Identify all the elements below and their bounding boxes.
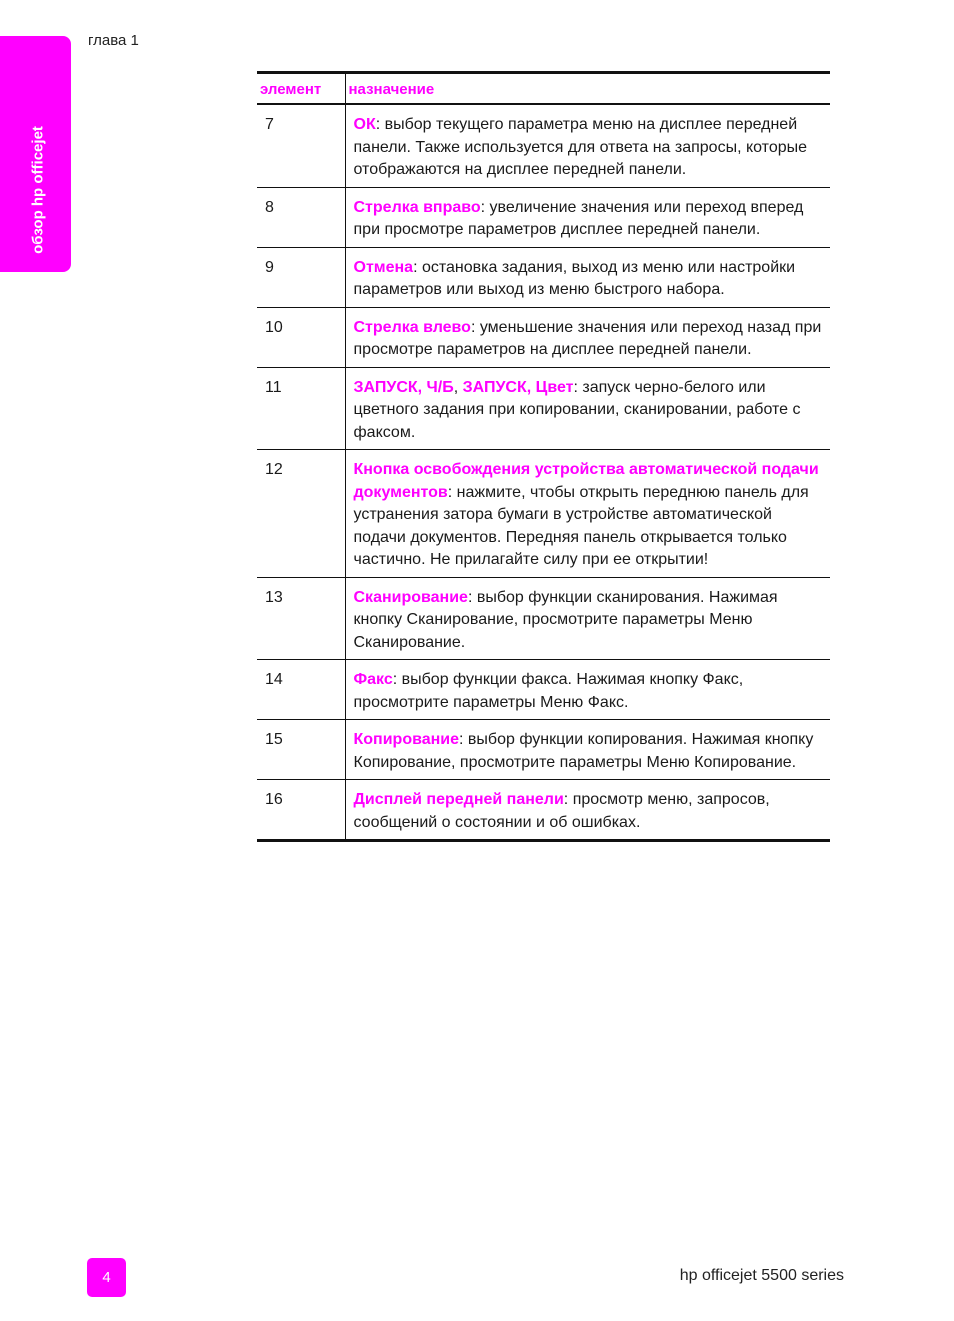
element-number: 8 [257,187,345,247]
element-number: 14 [257,660,345,720]
description-text: : нажмите, чтобы открыть переднюю панель для устранения затора бумаги в устройстве автоматической подачи документов. Передняя панель открывается только частично. Не прилагайте силу при ее открытии! [353,483,809,568]
element-name: Дисплей передней панели [353,791,564,808]
description-text: : выбор функции сканирования. Нажимая кнопку Сканирование, просмотрите параметры Меню Сканирование. [353,588,778,651]
table-header-row [257,73,830,105]
table-row [257,367,830,450]
description-text: , [453,378,463,396]
element-name: Факс [353,671,393,688]
element-name: Отмена [353,258,414,276]
element-number: 15 [257,720,345,780]
element-number: 9 [257,247,345,307]
element-number: 13 [257,577,345,660]
element-number: 7 [257,104,345,187]
description-text: : просмотр меню, запросов, сообщений о состоянии и об ошибках. [353,791,770,831]
chapter-side-tab [0,36,71,272]
element-name: Стрелка влево [353,318,471,336]
controls-table [257,71,830,842]
element-description [345,720,830,780]
element-number: 11 [257,367,345,450]
element-name: ОК [353,116,376,133]
description-text: : выбор текущего параметра меню на дисплее передней панели. Также используется для ответа на запросы, которые отображаются на дисплее передней панели. [353,116,808,178]
element-description [345,780,830,841]
element-description [345,307,830,367]
table-row [257,247,830,307]
element-description [345,367,830,450]
element-name: Сканирование [353,588,468,606]
footer-product-title: hp officejet 5500 series [679,1267,844,1284]
table-row [257,450,830,578]
element-description [345,577,830,660]
element-number: 10 [257,307,345,367]
element-name: Копирование [353,731,460,748]
description-text: : выбор функции факса. Нажимая кнопку Факс, просмотрите параметры Меню Факс. [353,671,744,711]
page-number-badge [87,1258,126,1297]
table-row [257,187,830,247]
description-text: : уменьшение значения или переход назад при просмотре параметров на дисплее передней панели. [353,318,822,358]
element-description [345,247,830,307]
element-description [345,660,830,720]
table-row [257,104,830,187]
column-header-purpose: назначение [345,73,830,105]
chapter-label: глава 1 [88,32,139,49]
element-number: 16 [257,780,345,841]
table-row [257,720,830,780]
description-text: : остановка задания, выход из меню или настройки параметров или выход из меню быстрого набора. [353,258,796,298]
page-number: 4 [102,1269,111,1286]
description-text: : увеличение значения или переход вперед при просмотре параметров дисплее передней панели. [353,198,804,238]
side-tab-label: обзор hp officejet [29,126,47,254]
description-text: : запуск черно-белого или цветного задания при копировании, сканировании, работе с факсом. [353,378,801,441]
table-body [257,104,830,841]
element-name: Стрелка вправо [353,198,481,216]
element-number: 12 [257,450,345,578]
table-row [257,307,830,367]
table-row [257,660,830,720]
table-row [257,577,830,660]
element-description [345,187,830,247]
table-row [257,780,830,841]
element-description [345,104,830,187]
column-header-element: элемент [257,73,345,105]
element-name: ЗАПУСК, Ч/Б [353,378,454,396]
element-description [345,450,830,578]
description-text: : выбор функции копирования. Нажимая кнопку Копирование, просмотрите параметры Меню Копирование. [353,731,814,771]
element-name: Кнопка освобождения устройства автоматической подачи документов [353,461,819,501]
element-name: ЗАПУСК, Цвет [462,378,574,396]
